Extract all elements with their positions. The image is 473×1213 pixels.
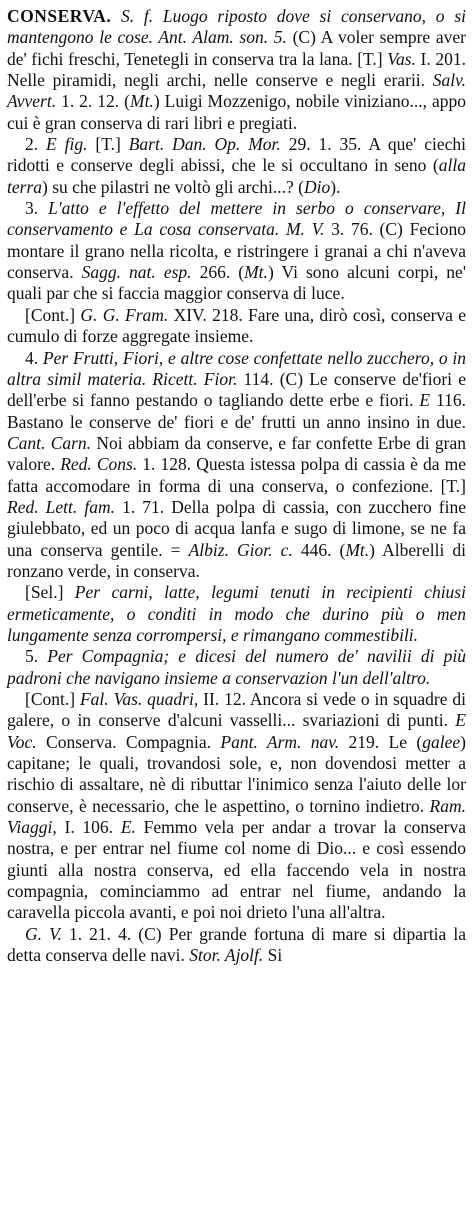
- text-segment: [T.]: [87, 134, 129, 155]
- text-segment: ) Luigi Mozzenigo, nobile viniziano..., appo cui è gran conserva di rari libri e pregiati.: [7, 91, 466, 133]
- text-segment: 3.: [25, 198, 49, 219]
- text-segment: Albiz. Gior. c.: [188, 539, 293, 560]
- text-segment: L'atto e l'effetto del mettere in serbo o conservare, Il conservamento e La cosa conservata. M. V.: [7, 198, 466, 240]
- headword: CONSERVA.: [7, 6, 112, 26]
- text-segment: Mt.: [345, 539, 370, 560]
- text-segment: Per Compagnia; e dicesi del numero de' navilii di più padroni che navigano insieme a conservazion l'un dell'altro.: [7, 646, 467, 688]
- text-segment: 219. Le (: [339, 731, 423, 752]
- text-segment: XIV. 218. Fare una, dirò così, conserva e cumulo di forze aggregate insieme.: [7, 304, 466, 347]
- text-segment: Cant. Carn.: [7, 432, 92, 453]
- entry-paragraph-3: [7, 198, 466, 305]
- text-segment: E fig.: [46, 134, 88, 155]
- text-segment: Salv. Avvert.: [7, 70, 466, 112]
- text-segment: E.: [120, 817, 136, 838]
- text-segment: I. 201. Nelle piramidi, negli archi, nelle conserve e negli erarii.: [7, 48, 466, 91]
- text-segment: 266. (: [191, 262, 245, 283]
- entry-paragraph-8: [7, 689, 466, 924]
- text-segment: 4.: [25, 347, 43, 368]
- text-segment: ) capitane; le quali, trovandosi sole, e, non dovendosi metter a rischio di assaltare, nè di ributtar l'inimico senza l'aiuto delle lor conserve, è necessario, che le aspettino, o tornino indietro.: [7, 731, 466, 816]
- text-segment: E: [419, 390, 431, 411]
- text-segment: 2.: [25, 134, 47, 155]
- text-segment: Dio: [303, 176, 331, 197]
- text-segment: 116. Bastano le conserve de' fiori e de' frutti un anno insino in due.: [7, 390, 466, 432]
- text-segment: Red. Cons.: [60, 454, 138, 475]
- text-segment: Bart. Dan. Op. Mor.: [128, 134, 281, 155]
- text-segment: ).: [330, 176, 341, 197]
- text-segment: ) su che pilastri ne voltò gli archi...? (: [42, 176, 304, 197]
- text-segment: G. V.: [25, 923, 62, 944]
- text-segment: Femmo vela per andar a trovar la conserva nostra, e per entrar nel fiume col nome di Dio... e così essendo giunti alla nostra conserva, ed ella faccendo vela in nostra compagnia, cominciammo ad entrar nel fiume, andando la caravella piccola avanti, e poi noi drieto l'una all'altra.: [7, 817, 467, 923]
- text-segment: Mt.: [244, 262, 268, 283]
- text-segment: 29. 1. 35. A que' ciechi ridotti e conserve degli abissi, che le si occultano in seno (: [7, 134, 466, 176]
- text-segment: Fal. Vas. quadri,: [79, 689, 199, 709]
- entry-paragraph-9: [7, 924, 466, 967]
- text-segment: Si: [263, 945, 283, 966]
- entry-paragraph-5: [7, 348, 466, 583]
- text-segment: 114. (C) Le conserve de'fiori e dell'erbe si fanno pestando o tagliando dette erbe e fiori.: [7, 368, 466, 411]
- text-segment: 3. 76. (C) Feciono montare il grano nella ricolta, e ristringere i granai a chi n'aveva conserva.: [7, 219, 466, 283]
- text-segment: 1. 2. 12. (: [56, 91, 130, 112]
- entry-paragraph-2: [7, 134, 466, 198]
- entry-paragraph-4: [7, 305, 466, 348]
- text-segment: Pant. Arm. nav.: [220, 731, 340, 752]
- text-segment: galee: [422, 731, 461, 752]
- entry-paragraph-7: [7, 646, 466, 689]
- text-segment: Noi abbiam da conserve, e far confette Erbe di gran valore.: [7, 432, 466, 475]
- text-segment: Conserva. Compagnia.: [36, 731, 221, 752]
- text-segment: [Sel.]: [25, 582, 75, 603]
- entry-paragraph-1: [7, 6, 466, 134]
- text-segment: 1. 128. Questa istessa polpa di cassia è da me fatta accomodare in forma di una conserva, o confezione. [T.]: [7, 454, 466, 496]
- text-segment: ) Vi sono alcuni corpi, ne' quali par che si faccia maggior conserva di luce.: [7, 262, 466, 304]
- text-segment: Red. Lett. fam.: [7, 496, 115, 517]
- text-segment: I. 106.: [56, 817, 121, 838]
- text-segment: 5.: [25, 646, 48, 667]
- dictionary-entry: [7, 6, 466, 966]
- text-segment: Vas.: [387, 48, 416, 69]
- text-segment: alla terra: [7, 155, 466, 197]
- text-segment: G. G. Fram.: [80, 304, 169, 325]
- text-segment: Ram. Viaggi,: [7, 795, 466, 838]
- text-segment: 446. (: [292, 539, 346, 560]
- text-segment: E Voc.: [7, 710, 466, 752]
- text-segment: [Cont.]: [25, 689, 80, 709]
- text-segment: 1. 21. 4. (C) Per grande fortuna di mare si dipartia la detta conserva delle navi.: [7, 923, 467, 966]
- text-segment: [Cont.]: [25, 304, 81, 325]
- text-segment: II. 12. Ancora si vede o in squadre di galere, o in conserve d'alcuni vasselli... svariazioni di punti.: [7, 689, 466, 731]
- text-segment: Mt.: [130, 91, 154, 112]
- text-segment: Sagg. nat. esp.: [81, 262, 192, 283]
- text-segment: (C) A voler sempre aver de' fichi freschi, Tenetegli in conserva tra la lana. [T.]: [7, 27, 466, 69]
- text-segment: ) Alberelli di ronzano verde, in conserva.: [7, 539, 466, 581]
- text-segment: Per Frutti, Fiori, e altre cose confettate nello zucchero, o in altra simil materia. Ricett. Fior.: [7, 347, 466, 389]
- entry-paragraph-6: [7, 582, 466, 646]
- text-segment: Per carni, latte, legumi tenuti in recipienti chiusi ermeticamente, o conditi in modo che durino più o men lungamente senza corrompersi, e rimangano commestibili.: [7, 582, 466, 645]
- text-segment: Stor. Ajolf.: [189, 945, 264, 966]
- text-segment: S. f. Luogo riposto dove si conservano, o si mantengono le cose. Ant. Alam. son. 5.: [7, 6, 466, 48]
- text-segment: 1. 71. Della polpa di cassia, con zucchero fine giulebbato, ed un poco di acqua lanfa e sugo di limone, se ne fa una conserva gentile. =: [7, 496, 467, 560]
